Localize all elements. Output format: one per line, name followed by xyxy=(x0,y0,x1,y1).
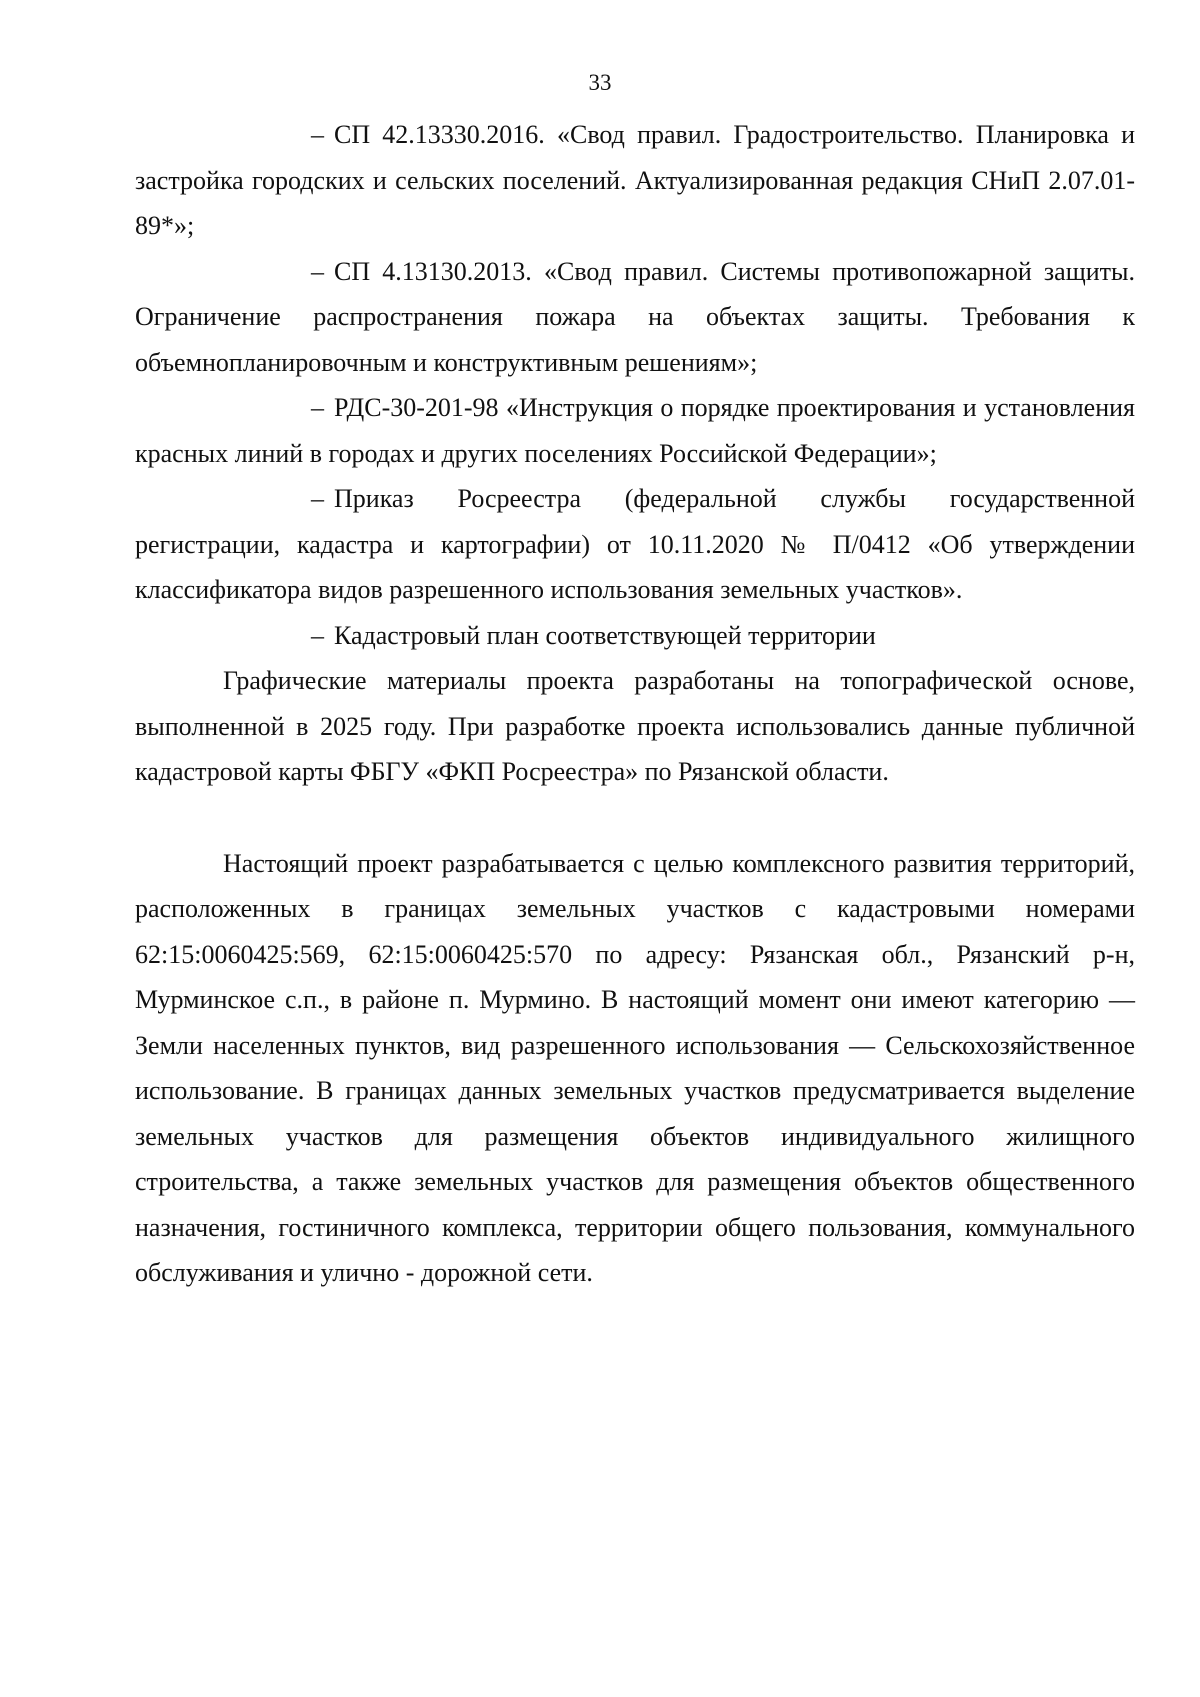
document-body xyxy=(135,112,1135,1296)
list-dash: – xyxy=(311,120,324,149)
list-item-text: СП 4.13130.2013. «Свод правил. Системы противопожарной защиты. Ограничение распространения пожара на объектах защиты. Требования к объемнопланировочным и конструктивным решениям»; xyxy=(135,256,1135,377)
list-item xyxy=(135,613,1135,659)
list-item xyxy=(135,112,1135,249)
list-item-text: СП 42.13330.2016. «Свод правил. Градостроительство. Планировка и застройка городских и сельских поселений. Актуализированная редакция СНиП 2.07.01-89*»; xyxy=(135,120,1135,240)
list-item-text: Приказ Росреестра (федеральной службы государственной регистрации, кадастра и картографии) от 10.11.2020 № П/0412 «Об утверждении классификатора видов разрешенного использования земельных участков». xyxy=(135,484,1135,604)
list-dash: – xyxy=(311,484,324,513)
page-number: 33 xyxy=(588,70,612,95)
list-item-text: РДС-30-201-98 «Инструкция о порядке проектирования и установления красных линий в городах и других поселениях Российской Федерации»; xyxy=(135,393,1135,468)
list-item xyxy=(135,385,1135,476)
paragraph-spacer xyxy=(135,795,1135,841)
list-dash: – xyxy=(311,620,324,650)
paragraph-purpose: Настоящий проект разрабатывается с целью комплексного развития территорий, расположенных в границах земельных участков с кадастровыми номерами 62:15:0060425:569, 62:15:0060425:570 по адресу: Рязанская обл., Рязанский р-н, Мурминское с.п., в районе п. Мурмино. В настоящий момент они имеют категорию — Земли населенных пунктов, вид разрешенного использования — Сельскохозяйственное использование. В границах данных земельных участков предусматривается выделение земельных участков для размещения объектов индивидуального жилищного строительства, а также земельных участков для размещения объектов общественного назначения, гостиничного комплекса, территории общего пользования, коммунального обслуживания и улично - дорожной сети. xyxy=(135,848,1135,1287)
list-dash: – xyxy=(311,393,324,422)
list-item xyxy=(135,476,1135,613)
list-item-text: Кадастровый план соответствующей территории xyxy=(334,620,876,650)
list-dash: – xyxy=(311,256,324,286)
list-item xyxy=(135,249,1135,386)
paragraph-graphics: Графические материалы проекта разработаны на топографической основе, выполненной в 2025 году. При разработке проекта использовались данные публичной кадастровой карты ФБГУ «ФКП Росреестра» по Рязанской области. xyxy=(135,666,1135,786)
